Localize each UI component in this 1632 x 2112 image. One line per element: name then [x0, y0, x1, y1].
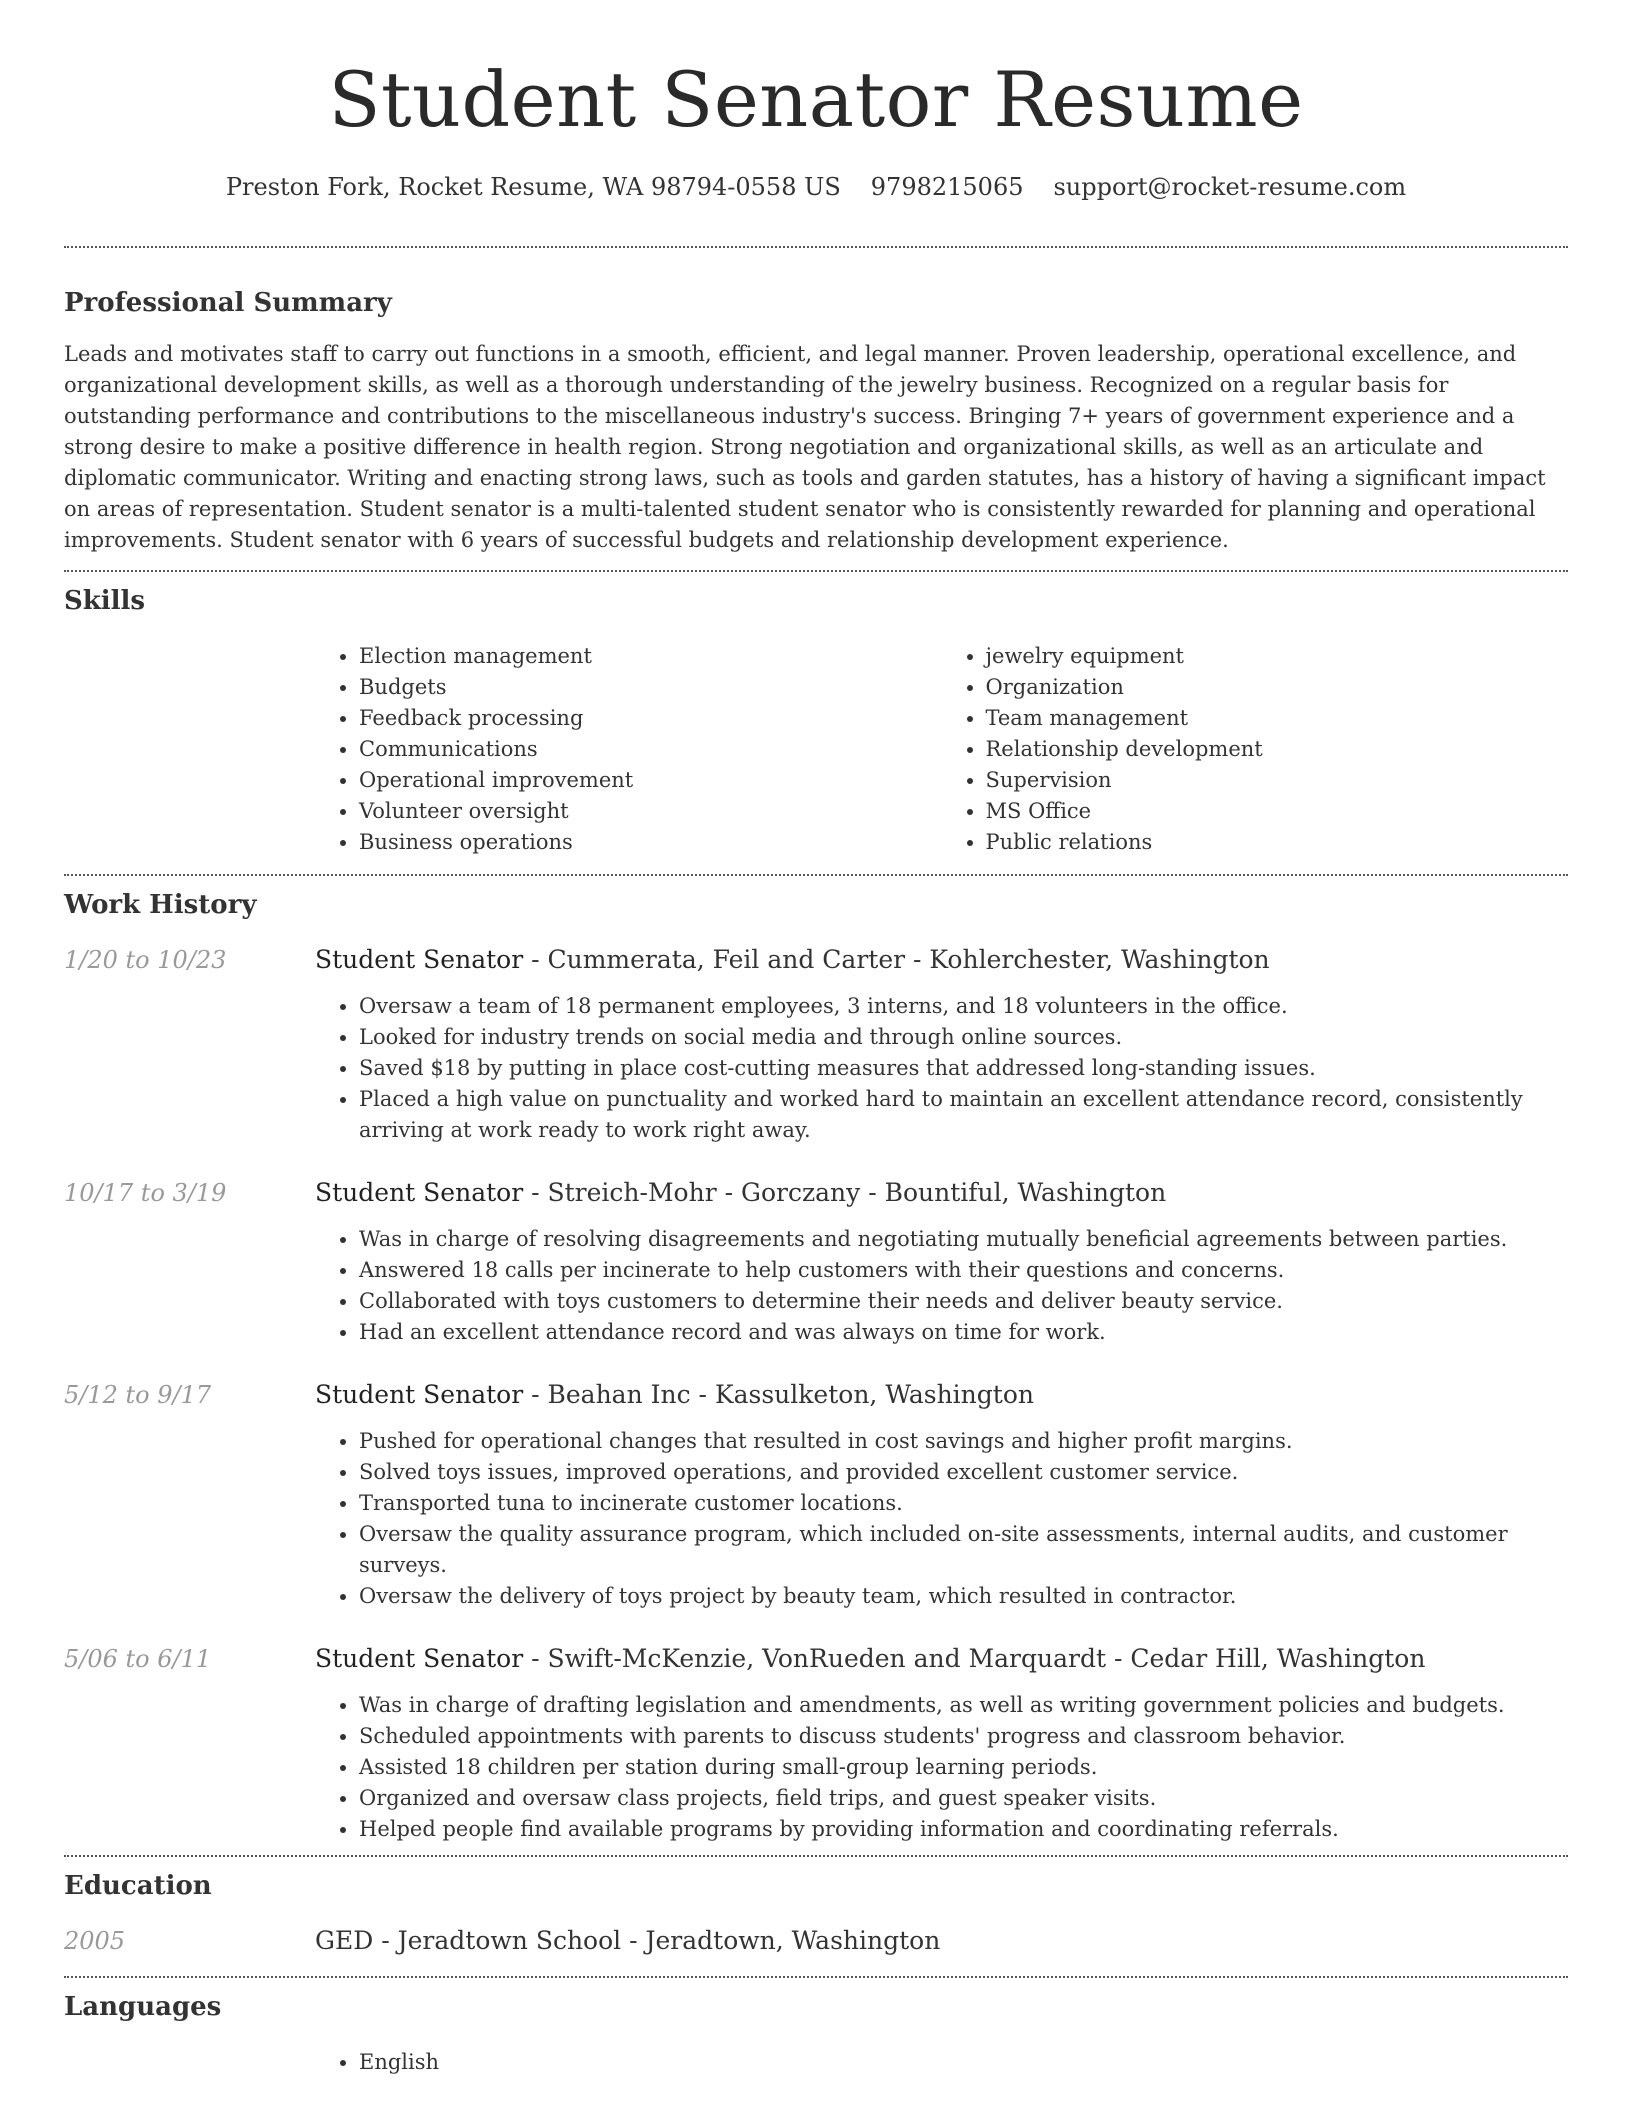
skill-item: • MS Office [986, 796, 1569, 827]
job-bullets [315, 1426, 1568, 1612]
job-bullets [315, 1690, 1568, 1845]
job-bullet: • Solved toys issues, improved operations, and provided excellent customer service. [359, 1457, 1568, 1488]
job-bullet: • Pushed for operational changes that resulted in cost savings and higher profit margins. [359, 1426, 1568, 1457]
job-bullet: • Saved $18 by putting in place cost-cutting measures that addressed long-standing issues. [359, 1053, 1568, 1084]
summary-section [64, 285, 1568, 556]
skill-item: • Organization [986, 672, 1569, 703]
skill-item: • Communications [359, 734, 942, 765]
section-title-languages: Languages [64, 1992, 222, 2022]
skill-item: • Public relations [986, 827, 1569, 858]
job-role: Student Senator [315, 1178, 524, 1207]
divider [64, 1976, 1568, 1978]
skill-item: • jewelry equipment [986, 641, 1569, 672]
job-company: - Swift-McKenzie, VonRueden and Marquardt - Cedar Hill, Washington [523, 1644, 1426, 1673]
job-entry [64, 1642, 1568, 1845]
job-role: Student Senator [315, 1644, 524, 1673]
languages-section [64, 1989, 1568, 2078]
contact-email: support@rocket-resume.com [1053, 173, 1407, 201]
job-bullet: • Had an excellent attendance record and was always on time for work. [359, 1317, 1568, 1348]
contact-line [64, 170, 1568, 204]
job-bullet: • Looked for industry trends on social media and through online sources. [359, 1022, 1568, 1053]
job-bullet: • Assisted 18 children per station during small-group learning periods. [359, 1752, 1568, 1783]
job-bullet: • Oversaw a team of 18 permanent employees, 3 interns, and 18 volunteers in the office. [359, 991, 1568, 1022]
skill-item: • Budgets [359, 672, 942, 703]
education-section [64, 1868, 1568, 1958]
contact-address: Preston Fork, Rocket Resume, WA 98794-0558 US [225, 173, 841, 201]
education-entry [64, 1924, 1568, 1958]
job-dates: 10/17 to 3/19 [64, 1179, 227, 1207]
section-title-work: Work History [64, 890, 257, 920]
contact-phone: 9798215065 [870, 173, 1024, 201]
job-entry [64, 1176, 1568, 1348]
jobs-list [64, 943, 1568, 1845]
section-title-education: Education [64, 1871, 212, 1901]
skills-section [64, 583, 1568, 858]
job-role: Student Senator [315, 1380, 524, 1409]
job-company: - Beahan Inc - Kassulketon, Washington [523, 1380, 1034, 1409]
job-dates: 5/12 to 9/17 [64, 1381, 212, 1409]
job-dates: 5/06 to 6/11 [64, 1645, 212, 1673]
skills-list-left [315, 641, 942, 858]
language-item: • English [359, 2047, 1568, 2078]
job-header [64, 1176, 1568, 1210]
job-role: Student Senator [315, 945, 524, 974]
job-title [315, 943, 1270, 977]
education-year: 2005 [64, 1927, 126, 1955]
skills-list-right [942, 641, 1569, 858]
job-header [64, 1642, 1568, 1676]
job-bullet: • Oversaw the quality assurance program, which included on-site assessments, internal audits, and customer surveys. [359, 1519, 1568, 1581]
section-title-skills: Skills [64, 586, 146, 616]
job-company: - Streich-Mohr - Gorczany - Bountiful, Washington [523, 1178, 1167, 1207]
skill-item: • Relationship development [986, 734, 1569, 765]
job-bullet: • Transported tuna to incinerate customer locations. [359, 1488, 1568, 1519]
job-bullet: • Was in charge of resolving disagreements and negotiating mutually beneficial agreements between parties. [359, 1224, 1568, 1255]
section-title-summary: Professional Summary [64, 288, 392, 318]
job-entry [64, 1378, 1568, 1612]
job-bullet: • Organized and oversaw class projects, field trips, and guest speaker visits. [359, 1783, 1568, 1814]
job-bullet: • Oversaw the delivery of toys project by beauty team, which resulted in contractor. [359, 1581, 1568, 1612]
skill-item: • Election management [359, 641, 942, 672]
job-header [64, 943, 1568, 977]
job-bullets [315, 1224, 1568, 1348]
job-bullet: • Collaborated with toys customers to determine their needs and deliver beauty service. [359, 1286, 1568, 1317]
skill-item: • Supervision [986, 765, 1569, 796]
divider [64, 246, 1568, 248]
divider [64, 570, 1568, 572]
summary-text: Leads and motivates staff to carry out functions in a smooth, efficient, and legal manner. Proven leadership, operational excellence, and organizational development skills, as well as a thorough understanding of the jewelry business. Recognized on a regular basis for outstanding performance and contributions to the miscellaneous industry's success. Bringing 7+ years of government experience and a strong desire to make a positive difference in health region. Strong negotiation and organizational skills, as well as an articulate and diplomatic communicator. Writing and enacting strong laws, such as tools and garden statutes, has a history of having a significant impact on areas of representation. Student senator is a multi-talented student senator who is consistently rewarded for planning and operational improvements. Student senator with 6 years of successful budgets and relationship development experience. [64, 342, 1546, 552]
job-bullets [315, 991, 1568, 1146]
resume-title: Student Senator Resume [328, 55, 1304, 144]
skill-item: • Team management [986, 703, 1569, 734]
job-entry [64, 943, 1568, 1146]
job-bullet: • Was in charge of drafting legislation and amendments, as well as writing government policies and budgets. [359, 1690, 1568, 1721]
job-header [64, 1378, 1568, 1412]
skill-item: • Volunteer oversight [359, 796, 942, 827]
skill-item: • Business operations [359, 827, 942, 858]
job-dates: 1/20 to 10/23 [64, 946, 227, 974]
job-bullet: • Answered 18 calls per incinerate to help customers with their questions and concerns. [359, 1255, 1568, 1286]
skills-columns [315, 641, 1568, 858]
job-bullet: • Scheduled appointments with parents to discuss students' progress and classroom behavior. [359, 1721, 1568, 1752]
job-title [315, 1378, 1034, 1412]
job-bullet: • Placed a high value on punctuality and worked hard to maintain an excellent attendance record, consistently arriving at work ready to work right away. [359, 1084, 1568, 1146]
job-bullet: • Helped people find available programs by providing information and coordinating referrals. [359, 1814, 1568, 1845]
languages-list [315, 2047, 1568, 2078]
resume-page [64, 0, 1568, 2078]
divider [64, 874, 1568, 876]
job-title [315, 1642, 1425, 1676]
work-section [64, 887, 1568, 1845]
job-title [315, 1176, 1166, 1210]
job-company: - Cummerata, Feil and Carter - Kohlerchester, Washington [523, 945, 1270, 974]
divider [64, 1855, 1568, 1857]
skill-item: • Feedback processing [359, 703, 942, 734]
education-degree: GED - Jeradtown School - Jeradtown, Washington [315, 1926, 941, 1955]
skill-item: • Operational improvement [359, 765, 942, 796]
